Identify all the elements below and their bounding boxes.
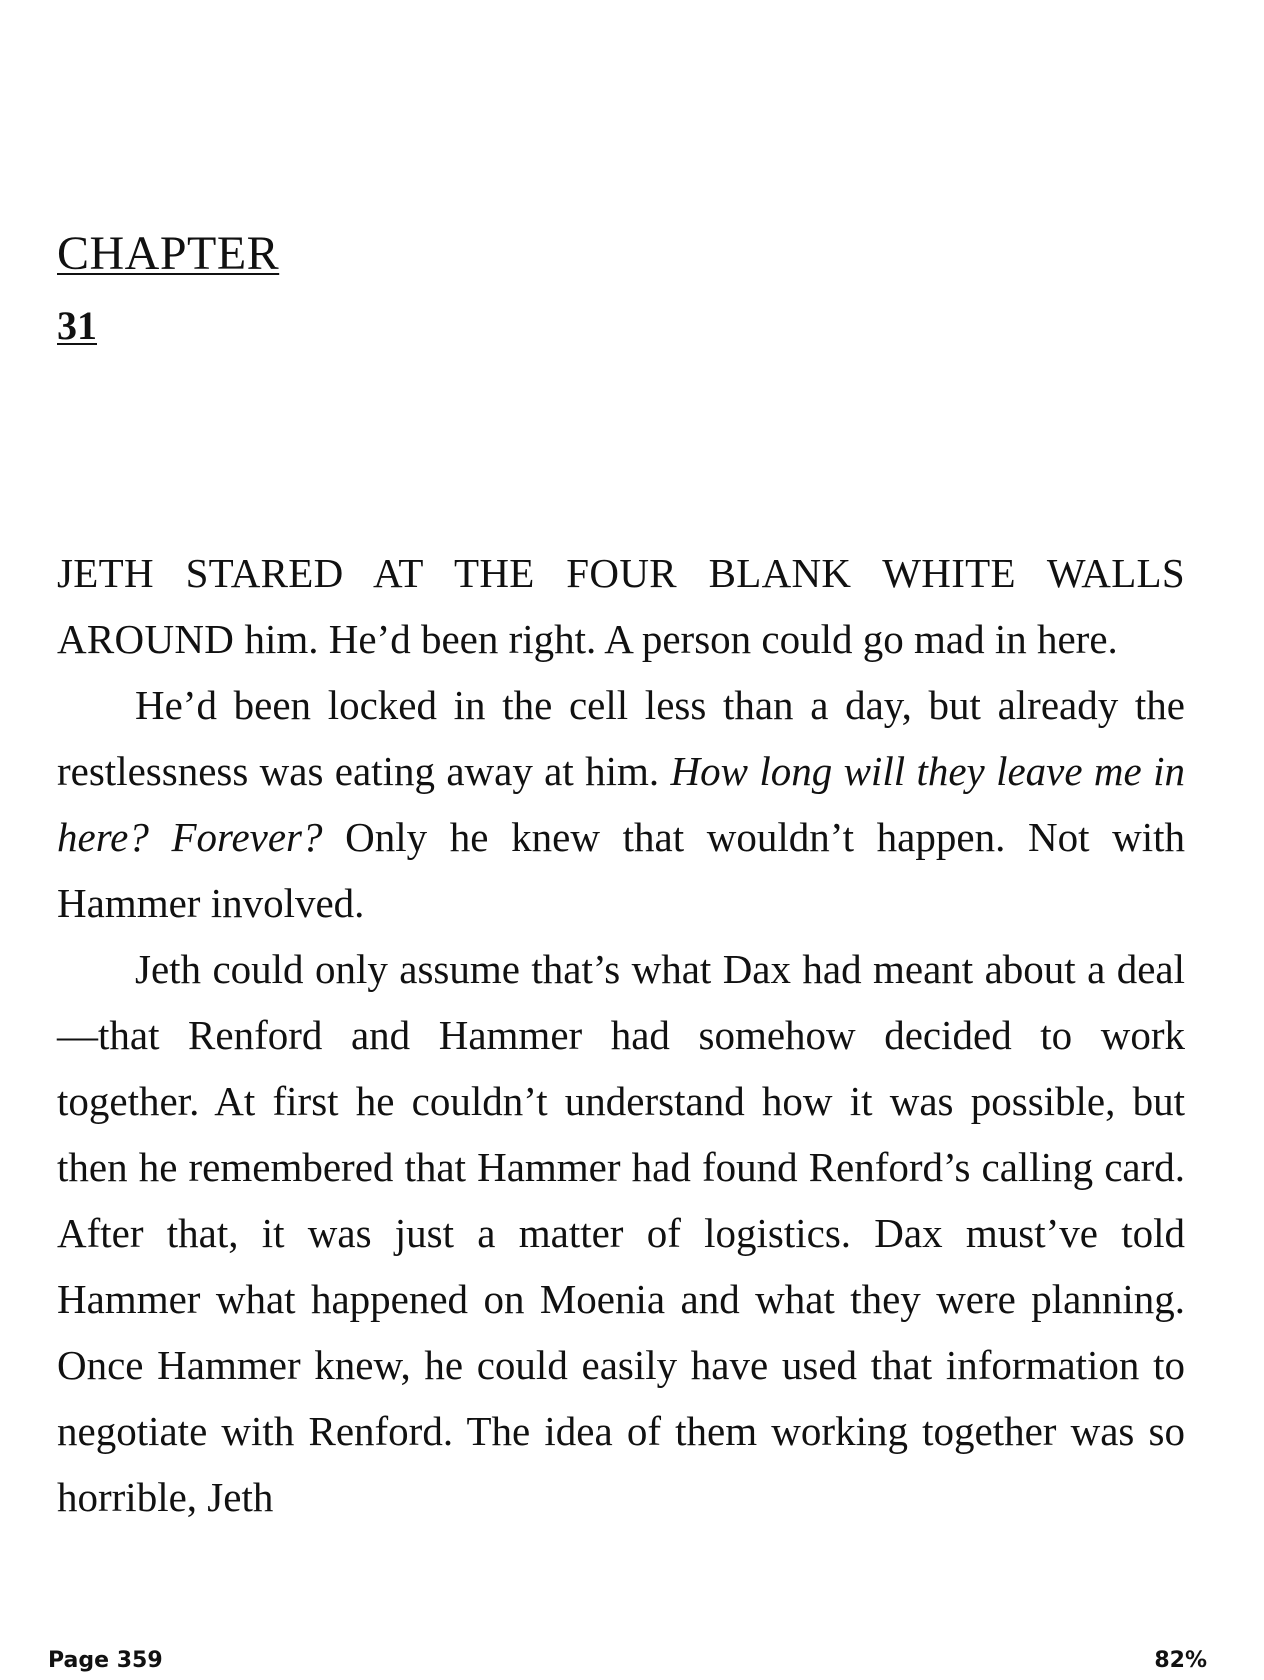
paragraph-2 — [57, 672, 1185, 936]
paragraph-2-text-a: He’d been locked in the cell less than a day, but already the restlessness was eating away at him. — [57, 682, 1185, 794]
chapter-heading — [57, 226, 279, 348]
paragraph-2-italic: How long will they leave me in here? Forever? — [57, 748, 1185, 860]
paragraph-2-text-b: Only he knew that wouldn’t happen. Not with Hammer involved. — [57, 814, 1186, 926]
page-number: Page 359 — [48, 1648, 163, 1673]
paragraph-1-text: him. He’d been right. A person could go mad in here. — [234, 616, 1118, 662]
paragraph-3: Jeth could only assume that’s what Dax had meant about a deal—that Renford and Hammer had somehow decided to work together. At first he couldn’t understand how it was possible, but then he remembered that Hammer had found Renford’s calling card. After that, it was just a matter of logistics. Dax must’ve told Hammer what happened on Moenia and what they were planning. Once Hammer knew, he could easily have used that information to negotiate with Renford. The idea of them working together was so horrible, Jeth — [57, 946, 1185, 1520]
lead-in-caps: JETH STARED AT THE FOUR BLANK WHITE WALLS AROUND — [57, 550, 1185, 662]
reading-progress: 82% — [1154, 1648, 1207, 1673]
chapter-label: CHAPTER — [57, 227, 280, 280]
paragraph-1 — [57, 540, 1185, 672]
chapter-number: 31 — [57, 303, 97, 348]
chapter-body — [57, 540, 1185, 1530]
